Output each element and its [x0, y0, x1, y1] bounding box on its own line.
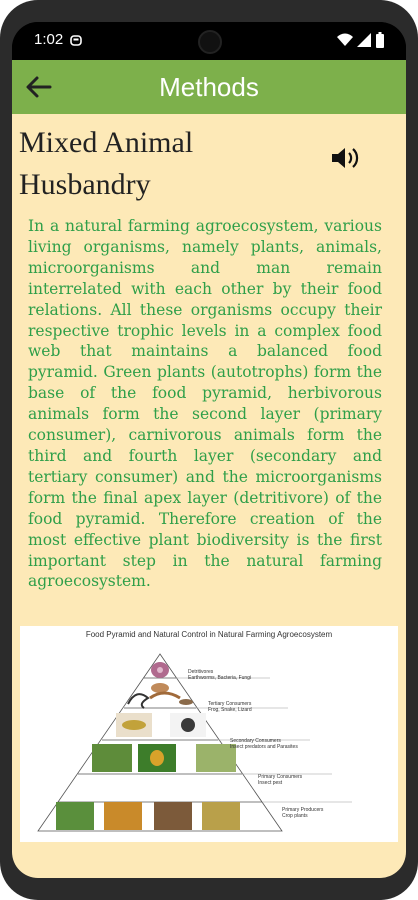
heading-line-2: Husbandry	[19, 168, 151, 201]
tier-label-line: Insect predators and Parasites	[230, 744, 298, 750]
tier-label-primary-consumers	[258, 774, 302, 786]
tier-label-line: Tertiary Consumers	[208, 701, 252, 707]
food-pyramid-figure	[20, 626, 398, 842]
status-time: 1:02	[34, 31, 64, 48]
tier-label-producers	[282, 807, 323, 819]
tier-label-detritivores	[188, 669, 251, 681]
secondary-consumers-image	[116, 713, 206, 737]
notification-icon	[70, 34, 82, 46]
figure-title: Food Pyramid and Natural Control in Natural Farming Agroecosystem	[85, 630, 333, 639]
tier-label-line: Earthworms, Bacteria, Fungi	[188, 675, 252, 681]
heading-line-1: Mixed Animal	[19, 126, 194, 159]
front-camera	[198, 30, 222, 54]
status-bar	[12, 22, 406, 60]
tier-label-line: Secondary Consumers	[230, 738, 281, 744]
tier-label-line: Crop plants	[282, 813, 308, 819]
tier-label-line: Primary Producers	[282, 807, 324, 813]
tier-label-line: Primary Consumers	[258, 774, 303, 780]
signal-icon	[357, 33, 371, 47]
primary-consumers-image	[92, 744, 236, 772]
page-title: Methods	[159, 72, 259, 102]
tier-label-tertiary	[208, 701, 252, 713]
content-area[interactable]	[12, 114, 406, 878]
speaker-icon[interactable]	[330, 144, 362, 172]
article-paragraph: In a natural farming agroecosystem, various living organisms, namely plants, animals, microorganisms and man remain interrelated with each other by their food relations. All these organisms occupy their respective trophic levels in a complex food web that maintains a balanced food pyramid. Green plants (autotrophs) form the base of the food pyramid, herbivorous animals form the second layer (primary consumer), carnivorous animals form the third and fourth layer (secondary and tertiary consumer) and the microorganisms form the final apex layer (detritivore) of the food pyramid. Therefore creation of the most effective plant biodiversity is the first important step in the natural farming agroecosystem.	[28, 217, 382, 591]
wifi-icon	[337, 33, 353, 47]
pyramid-diagram	[20, 626, 398, 842]
screen	[12, 22, 406, 878]
tier-label-line: Detritivores	[188, 669, 214, 675]
battery-icon	[376, 32, 384, 48]
app-bar	[12, 60, 406, 114]
detritivores-image	[151, 662, 169, 678]
tier-label-secondary	[230, 738, 298, 750]
primary-producers-image	[56, 802, 240, 830]
article-heading	[19, 122, 319, 206]
tier-label-line: Frog, Snake, Lizard	[208, 707, 252, 713]
tier-label-line: Insect pest	[258, 780, 283, 786]
